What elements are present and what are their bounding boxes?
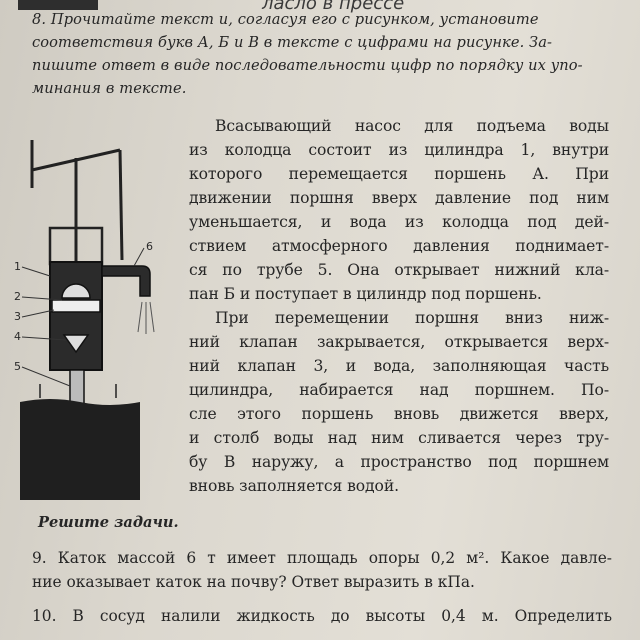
- label-5: 5: [14, 360, 21, 373]
- task-8-instructions: [32, 8, 620, 100]
- text-line: цилиндра, набирается над поршнем. По-: [189, 381, 609, 399]
- outlet-pipe: [102, 266, 150, 296]
- text-line: ся по трубе 5. Она открывает нижний кла-: [189, 261, 609, 279]
- label-6: 6: [146, 240, 153, 253]
- text-line: ний клапан закрывается, открывается верх-: [189, 333, 609, 351]
- water-stream: [150, 302, 154, 332]
- problem-line: 10. В сосуд налили жидкость до высоты 0,4 м. Определить: [32, 607, 612, 625]
- label-1: 1: [14, 260, 21, 273]
- task-line: пишите ответ в виде последовательности цифр по порядку их упо-: [32, 57, 583, 74]
- cylinder: [50, 262, 102, 370]
- task-line: 8. Прочитайте текст и, согласуя его с рисунком, установите: [32, 11, 539, 28]
- text-line: сле этого поршень вновь движется вверх,: [189, 405, 609, 423]
- text-line: уменьшается, и вода из колодца под дей-: [189, 213, 609, 231]
- label-2: 2: [14, 290, 21, 303]
- handwritten-note: ласло в прессе: [262, 0, 405, 14]
- problem-line: 9. Каток массой 6 т имеет площадь опоры 0,2 м². Какое давле-: [32, 549, 612, 567]
- pump-description: [189, 114, 609, 498]
- task-line: минания в тексте.: [32, 80, 187, 97]
- problem-line: ние оказывает каток на почву? Ответ выразить в кПа.: [32, 573, 475, 591]
- solve-heading: Решите задачи.: [38, 514, 179, 531]
- text-line: которого перемещается поршень А. При: [189, 165, 609, 183]
- leader-1: [22, 267, 50, 276]
- text-line: из колодца состоит из цилиндра 1, внутри: [189, 141, 609, 159]
- label-4: 4: [14, 330, 21, 343]
- task-line: соответствия букв А, Б и В в тексте с цифрами на рисунке. За-: [32, 34, 553, 51]
- water-stream: [138, 302, 142, 332]
- text-line: вновь заполняется водой.: [189, 477, 399, 495]
- label-3: 3: [14, 310, 21, 323]
- problem-10: [32, 604, 612, 628]
- text-line: ний клапан 3, и вода, заполняющая часть: [189, 357, 609, 375]
- text-line: Всасывающий насос для подъема воды: [215, 117, 609, 135]
- leader-6: [134, 248, 144, 266]
- lever-post: [120, 150, 122, 260]
- pump-diagram: [10, 140, 180, 500]
- problem-9: [32, 546, 612, 594]
- text-line: и столб воды над ним сливается через тру-: [189, 429, 609, 447]
- text-line: При перемещении поршня вниз ниж-: [215, 309, 609, 327]
- text-line: движении поршня вверх давление под ним: [189, 189, 609, 207]
- well-water: [20, 399, 140, 500]
- text-line: ствием атмосферного давления поднимает-: [189, 237, 609, 255]
- piston: [52, 300, 100, 312]
- text-line: пан Б и поступает в цилиндр под поршень.: [189, 285, 542, 303]
- text-line: бу В наружу, а пространство под поршнем: [189, 453, 609, 471]
